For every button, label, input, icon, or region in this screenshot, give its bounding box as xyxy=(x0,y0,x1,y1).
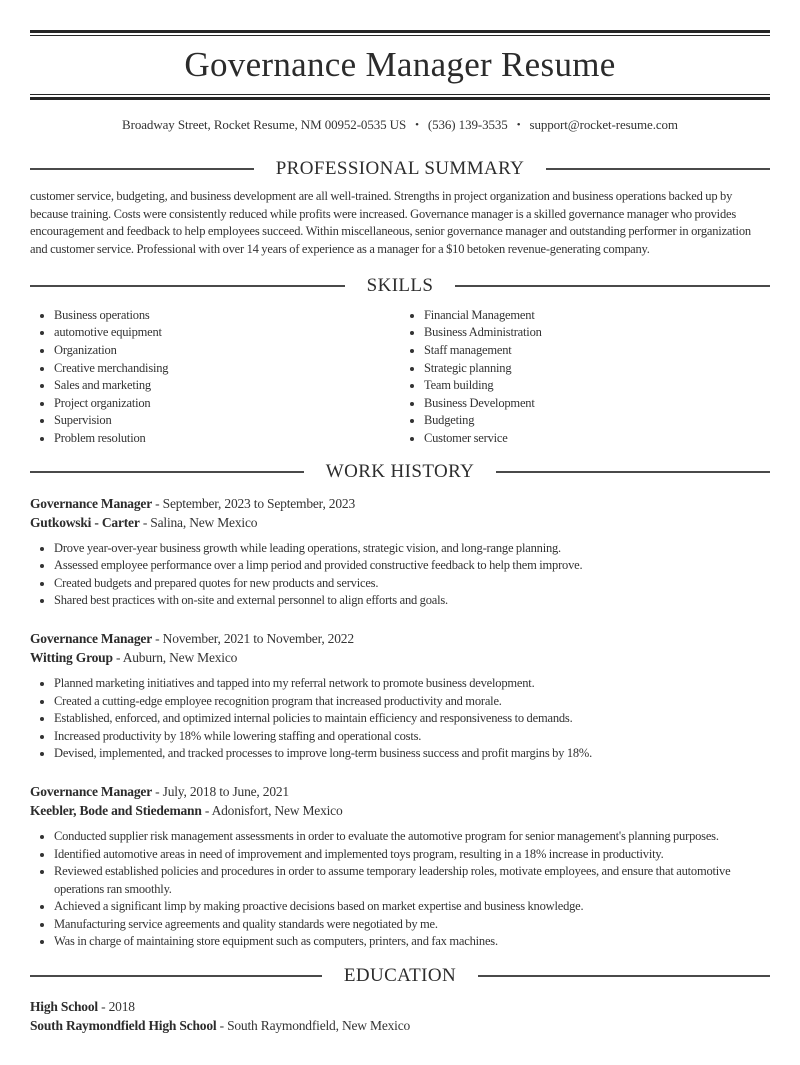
title-top-double-rule xyxy=(30,30,770,36)
contact-email: support@rocket-resume.com xyxy=(529,117,678,132)
skill-item: • Budgeting xyxy=(424,412,770,430)
rule-thick xyxy=(30,97,770,100)
job-company: Witting Group xyxy=(30,649,113,665)
skill-item: • Business Administration xyxy=(424,324,770,342)
job-dates: September, 2023 to September, 2023 xyxy=(162,495,355,511)
separator-dash: - xyxy=(139,514,151,530)
job-entry xyxy=(30,782,770,951)
job-company-line xyxy=(30,513,770,532)
rule-thin xyxy=(30,35,770,36)
skill-item: • Organization xyxy=(54,342,400,360)
job-bullet: • Established, enforced, and optimized internal policies to maintain efficiency and responsiveness to demands. xyxy=(54,710,770,728)
skill-item: • automotive equipment xyxy=(54,324,400,342)
job-entry xyxy=(30,494,770,610)
skill-item: • Project organization xyxy=(54,395,400,413)
separator-dash: - xyxy=(216,1017,228,1033)
job-bullet-list xyxy=(30,828,770,951)
job-title-line xyxy=(30,494,770,513)
contact-separator-dot: • xyxy=(516,119,521,131)
section-heading-work-history xyxy=(30,462,770,482)
skill-item: • Team building xyxy=(424,377,770,395)
education-school: South Raymondfield High School xyxy=(30,1017,217,1033)
job-location: Auburn, New Mexico xyxy=(122,649,238,665)
heading-rule-left xyxy=(30,285,345,287)
rule-thick xyxy=(30,30,770,33)
separator-dash: - xyxy=(112,649,123,665)
separator-dash: - xyxy=(152,495,163,511)
contact-phone: (536) 139-3535 xyxy=(427,117,508,132)
job-location: Salina, New Mexico xyxy=(150,514,258,530)
heading-rule-right xyxy=(496,471,770,473)
job-company-line xyxy=(30,801,770,820)
job-bullet-list xyxy=(30,540,770,610)
job-company: Keebler, Bode and Stiedemann xyxy=(30,802,202,818)
job-bullet: • Was in charge of maintaining store equipment such as computers, printers, and fax machines. xyxy=(54,933,770,951)
education-heading: EDUCATION xyxy=(343,965,457,987)
job-dates: July, 2018 to June, 2021 xyxy=(162,783,289,799)
education-dates: 2018 xyxy=(108,999,135,1015)
job-bullet: • Drove year-over-year business growth while leading operations, strategic vision, and long-range planning. xyxy=(54,540,770,558)
heading-rule-right xyxy=(478,975,770,977)
education-location: South Raymondfield, New Mexico xyxy=(227,1017,411,1033)
resume-page xyxy=(0,30,800,1035)
education-degree-line xyxy=(30,998,770,1017)
job-bullet: • Created budgets and prepared quotes for new products and services. xyxy=(54,575,770,593)
work-history-heading: WORK HISTORY xyxy=(325,460,475,482)
job-bullet: • Identified automotive areas in need of improvement and implemented toys program, resulting in a 18% increase in productivity. xyxy=(54,846,770,864)
job-bullet: • Planned marketing initiatives and tapped into my referral network to promote business development. xyxy=(54,675,770,693)
contact-address: Broadway Street, Rocket Resume, NM 00952-0535 US xyxy=(122,117,407,132)
section-heading-professional-summary xyxy=(30,159,770,179)
heading-rule-left xyxy=(30,471,304,473)
work-history-list xyxy=(30,494,770,952)
section-heading-skills xyxy=(30,276,770,296)
skills-column-right xyxy=(400,307,770,448)
skill-item: • Strategic planning xyxy=(424,360,770,378)
education-school-line xyxy=(30,1017,770,1036)
section-heading-education xyxy=(30,966,770,986)
skill-item: • Problem resolution xyxy=(54,430,400,448)
separator-dash: - xyxy=(201,802,212,818)
heading-rule-left xyxy=(30,168,254,170)
education-entry xyxy=(30,998,770,1035)
job-bullet-list xyxy=(30,675,770,763)
job-title-line xyxy=(30,782,770,801)
job-bullet: • Devised, implemented, and tracked processes to improve long-term business success and profit margins by 18%. xyxy=(54,745,770,763)
job-entry xyxy=(30,629,770,763)
job-title-line xyxy=(30,629,770,648)
heading-rule-left xyxy=(30,975,322,977)
skill-item: • Customer service xyxy=(424,430,770,448)
job-bullet: • Manufacturing service agreements and quality standards were negotiated by me. xyxy=(54,916,770,934)
job-title: Governance Manager xyxy=(30,495,152,511)
job-bullet: • Conducted supplier risk management assessments in order to evaluate the automotive program for senior management's planning purposes. xyxy=(54,828,770,846)
education-list xyxy=(30,998,770,1035)
skills-heading: SKILLS xyxy=(366,274,434,296)
page-title: Governance Manager Resume xyxy=(184,45,616,84)
job-company: Gutkowski - Carter xyxy=(30,514,140,530)
job-dates: November, 2021 to November, 2022 xyxy=(162,630,354,646)
professional-summary-heading: PROFESSIONAL SUMMARY xyxy=(275,158,525,179)
contact-separator-dot: • xyxy=(415,119,419,131)
job-title: Governance Manager xyxy=(30,783,152,799)
job-bullet: • Achieved a significant limp by making proactive decisions based on market expertise and business knowledge. xyxy=(54,898,770,916)
separator-dash: - xyxy=(152,783,163,799)
job-location: Adonisfort, New Mexico xyxy=(211,802,343,818)
job-bullet: • Assessed employee performance over a limp period and provided constructive feedback to help them improve. xyxy=(54,557,770,575)
job-bullet: • Reviewed established policies and procedures in order to assume temporary leadership roles, motivate employees, and ensure that automotive operations ran smoothly. xyxy=(54,863,770,898)
separator-dash: - xyxy=(97,999,109,1015)
skill-item: • Financial Management xyxy=(424,307,770,325)
skill-item: • Business Development xyxy=(424,395,770,413)
professional-summary-text: customer service, budgeting, and business development are all well-trained. Strengths in project organization and business operations backed up by because training. Costs were consistently reduced while profits were increased. Governance manager is a skilled governance manager who provides encouragement and feedback to help employees succeed. Within miscellaneous, senior governance manager and outstanding performer in organization and customer service. Professional with over 14 years of experience as a manager for a $10 betoken revenue-generating company. xyxy=(30,189,751,257)
job-title: Governance Manager xyxy=(30,630,152,646)
heading-rule-right xyxy=(455,285,770,287)
title-bottom-double-rule xyxy=(30,94,770,100)
skill-item: • Business operations xyxy=(54,307,400,325)
skill-item: • Supervision xyxy=(54,412,400,430)
heading-rule-right xyxy=(546,168,770,170)
rule-thin xyxy=(30,94,770,95)
skill-item: • Creative merchandising xyxy=(54,360,400,378)
job-bullet: • Increased productivity by 18% while lowering staffing and operational costs. xyxy=(54,728,770,746)
skill-item: • Sales and marketing xyxy=(54,377,400,395)
contact-line xyxy=(30,116,770,134)
skill-item: • Staff management xyxy=(424,342,770,360)
education-degree: High School xyxy=(30,999,98,1015)
job-company-line xyxy=(30,648,770,667)
skills-columns xyxy=(30,307,770,448)
skills-column-left xyxy=(30,307,400,448)
job-bullet: • Shared best practices with on-site and external personnel to align efforts and goals. xyxy=(54,592,770,610)
job-bullet: • Created a cutting-edge employee recognition program that increased productivity and morale. xyxy=(54,693,770,711)
separator-dash: - xyxy=(152,630,163,646)
